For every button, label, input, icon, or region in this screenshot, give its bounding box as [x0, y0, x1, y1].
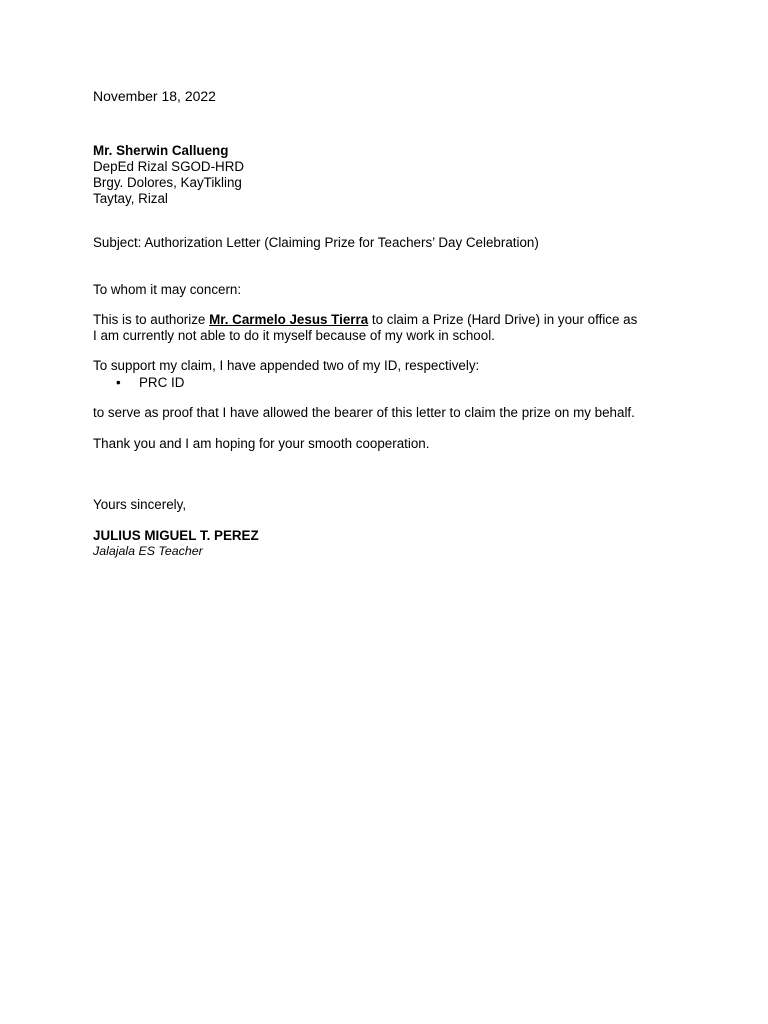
authorization-prefix: This is to authorize [93, 312, 210, 327]
recipient-address [93, 143, 244, 207]
letter-date: November 18, 2022 [93, 88, 216, 104]
signer-name: JULIUS MIGUEL T. PEREZ [93, 528, 259, 543]
recipient-address-line-1: DepEd Rizal SGOD-HRD [93, 159, 245, 174]
letter-closing: Yours sincerely, [93, 497, 187, 512]
thanks-paragraph: Thank you and I am hoping for your smooth cooperation. [93, 436, 430, 451]
signer-title: Jalajala ES Teacher [93, 544, 203, 558]
letter-subject: Subject: Authorization Letter (Claiming Prize for Teachers’ Day Celebration) [93, 235, 539, 250]
proof-paragraph: to serve as proof that I have allowed the bearer of this letter to claim the prize on my behalf. [93, 405, 635, 420]
bullet-icon: • [116, 375, 121, 390]
support-paragraph: To support my claim, I have appended two of my ID, respectively: [93, 358, 480, 373]
authorized-person-name: Mr. Carmelo Jesus Tierra [209, 312, 369, 327]
authorization-paragraph [93, 312, 683, 344]
list-item [93, 375, 184, 391]
authorization-suffix: to claim a Prize (Hard Drive) in your office as [368, 312, 638, 327]
letter-salutation: To whom it may concern: [93, 282, 242, 297]
recipient-address-line-2: Brgy. Dolores, KayTikling [93, 175, 242, 190]
id-label: PRC ID [139, 375, 185, 390]
authorization-line-2: I am currently not able to do it myself because of my work in school. [93, 328, 495, 343]
recipient-name: Mr. Sherwin Callueng [93, 143, 229, 158]
id-list [93, 375, 184, 391]
authorization-line-1 [93, 312, 683, 328]
recipient-address-line-3: Taytay, Rizal [93, 191, 168, 206]
